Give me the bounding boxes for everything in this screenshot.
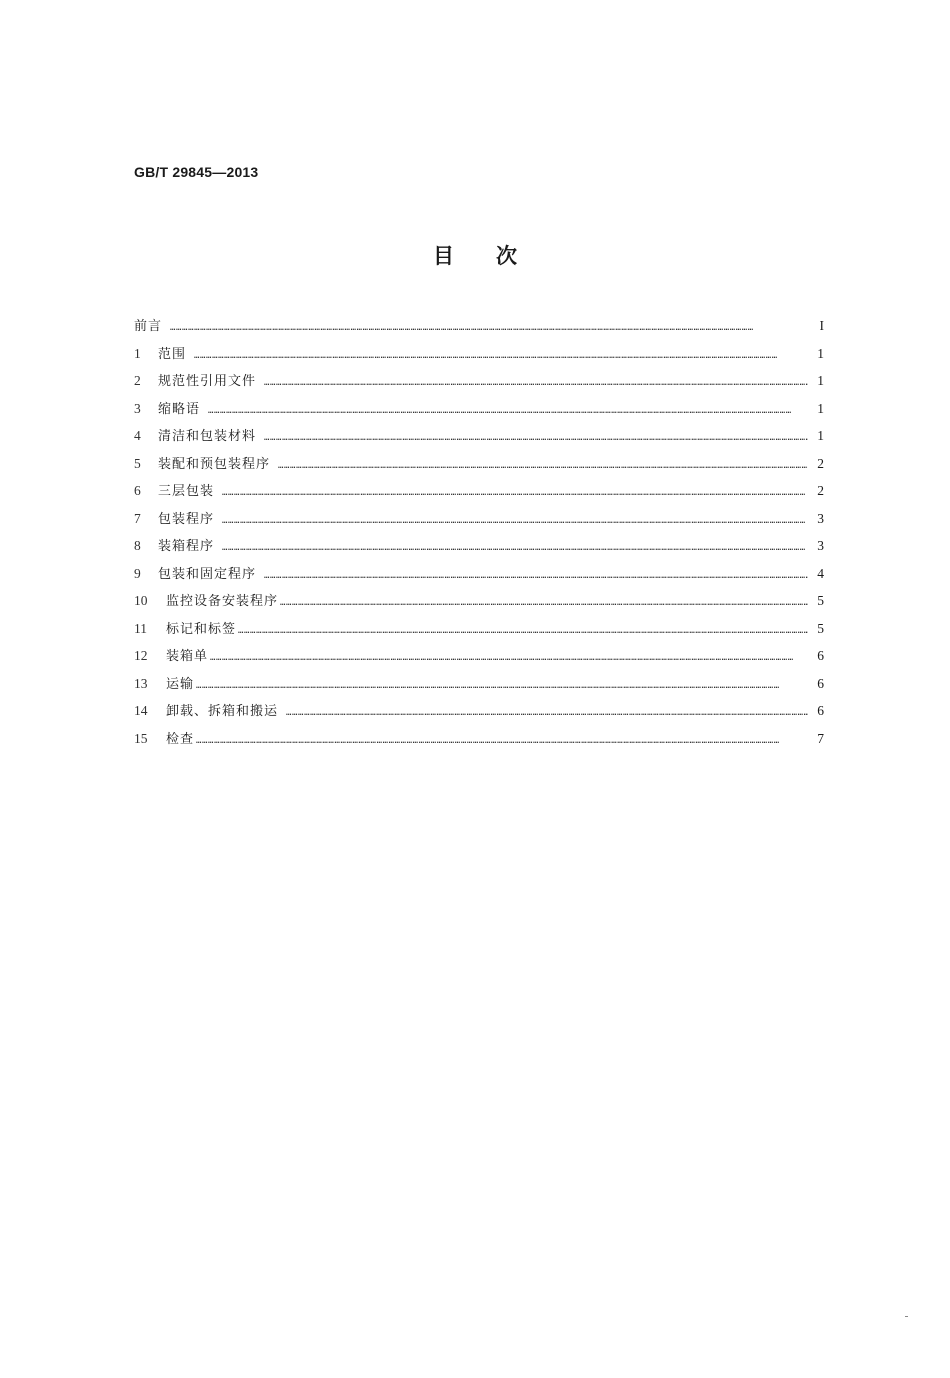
toc-entry-label: 运输 <box>166 676 195 692</box>
toc-entry-label: 范围 <box>158 346 187 362</box>
toc-leader-dots <box>264 425 808 453</box>
toc-entry-label: 卸载、拆箱和搬运 <box>166 704 279 719</box>
toc-entry-12[interactable] <box>134 642 824 670</box>
toc-leader-dots <box>222 508 808 536</box>
toc-entry-4[interactable] <box>134 422 824 450</box>
toc-entry-label: 检查 <box>166 731 195 747</box>
toc-entry-page: 7 <box>817 730 824 746</box>
toc-entry-label: 装箱程序 <box>158 539 215 554</box>
toc-entry-number: 5 <box>134 455 141 471</box>
toc-entry-number: 15 <box>134 730 148 746</box>
toc-leader-dots <box>278 453 808 481</box>
toc-entry-number: 7 <box>134 510 141 526</box>
toc-entry-label: 标记和标签 <box>166 621 237 637</box>
toc-entry-number: 2 <box>134 373 141 388</box>
toc-entry-number: 8 <box>134 538 141 553</box>
toc-entry-page: 6 <box>817 703 824 718</box>
toc-leader-dots <box>264 563 808 591</box>
toc-entry-page: 1 <box>817 345 824 361</box>
toc-entry-14[interactable] <box>134 697 824 725</box>
toc-entry-number: 14 <box>134 703 148 718</box>
toc-leader-dots <box>264 370 808 398</box>
toc-entry-foreword[interactable] <box>134 312 824 340</box>
toc-entry-page: 1 <box>817 428 824 443</box>
toc-entry-6[interactable] <box>134 477 824 505</box>
toc-entry-number: 6 <box>134 483 141 498</box>
toc-entry-page: 2 <box>817 455 824 471</box>
table-of-contents <box>134 312 824 752</box>
toc-leader-dots <box>194 343 808 371</box>
toc-entry-page: 4 <box>817 565 824 581</box>
toc-entry-label: 监控设备安装程序 <box>166 594 279 609</box>
toc-entry-5[interactable] <box>134 450 824 478</box>
toc-leader-dots <box>196 673 808 701</box>
toc-leader-dots <box>196 728 808 756</box>
toc-entry-3[interactable] <box>134 395 824 423</box>
toc-entry-label: 装箱单 <box>166 649 209 664</box>
toc-leader-dots <box>170 315 808 343</box>
toc-entry-page: 3 <box>817 510 824 526</box>
toc-entry-number: 1 <box>134 345 141 361</box>
toc-entry-15[interactable] <box>134 725 824 753</box>
toc-leader-dots <box>222 480 808 508</box>
toc-entry-1[interactable] <box>134 340 824 368</box>
toc-entry-11[interactable] <box>134 615 824 643</box>
toc-entry-number: 12 <box>134 648 148 663</box>
toc-entry-label: 包装和固定程序 <box>158 566 257 582</box>
toc-leader-dots <box>238 618 808 646</box>
toc-entry-9[interactable] <box>134 560 824 588</box>
toc-entry-number: 4 <box>134 428 141 443</box>
toc-leader-dots <box>286 700 808 728</box>
toc-entry-label: 三层包装 <box>158 484 215 499</box>
toc-entry-page: 5 <box>817 593 824 608</box>
toc-entry-number: 3 <box>134 400 141 416</box>
toc-entry-page: 3 <box>817 538 824 553</box>
toc-entry-label: 包装程序 <box>158 511 215 527</box>
toc-entry-label: 规范性引用文件 <box>158 374 257 389</box>
toc-entry-page: 1 <box>817 400 824 416</box>
toc-entry-label: 清洁和包装材料 <box>158 429 257 444</box>
toc-leader-dots <box>208 398 808 426</box>
page-title <box>0 240 950 270</box>
toc-entry-page: 5 <box>817 620 824 636</box>
toc-entry-13[interactable] <box>134 670 824 698</box>
toc-entry-label: 缩略语 <box>158 401 201 417</box>
toc-entry-2[interactable] <box>134 367 824 395</box>
toc-entry-number: 13 <box>134 675 148 691</box>
toc-leader-dots <box>280 590 808 618</box>
toc-entry-number: 9 <box>134 565 141 581</box>
toc-leader-dots <box>222 535 808 563</box>
toc-entry-page: I <box>819 318 824 333</box>
toc-entry-page: 6 <box>817 648 824 663</box>
toc-entry-page: 2 <box>817 483 824 498</box>
standard-code: GB/T 29845—2013 <box>134 164 259 180</box>
toc-entry-label: 前言 <box>134 319 163 334</box>
toc-entry-10[interactable] <box>134 587 824 615</box>
title-char-1: 目 <box>433 244 454 268</box>
scan-speck <box>905 1316 908 1317</box>
toc-entry-page: 1 <box>817 373 824 388</box>
toc-entry-number: 11 <box>134 620 147 636</box>
toc-entry-number: 10 <box>134 593 148 608</box>
toc-entry-label: 装配和预包装程序 <box>158 456 271 472</box>
toc-entry-7[interactable] <box>134 505 824 533</box>
toc-leader-dots <box>210 645 808 673</box>
toc-entry-8[interactable] <box>134 532 824 560</box>
toc-entry-page: 6 <box>817 675 824 691</box>
title-char-2: 次 <box>496 244 517 268</box>
